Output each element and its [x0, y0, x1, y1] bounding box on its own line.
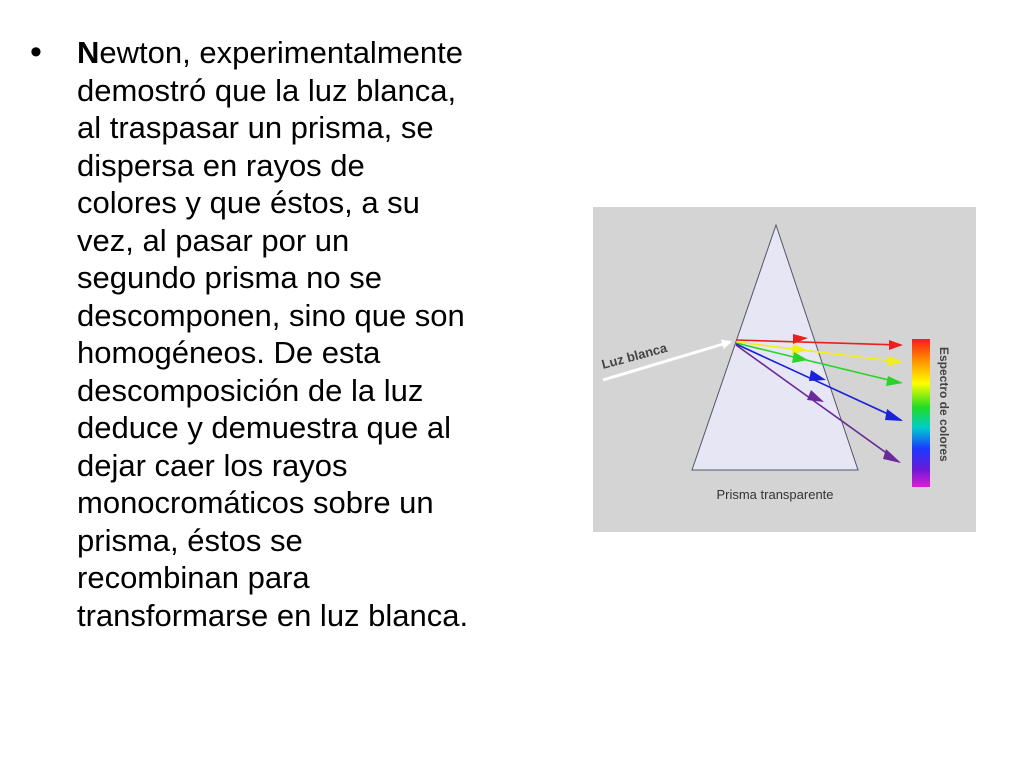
spectrum-label: Espectro de colores [937, 347, 951, 462]
text-line-16: transformarse en luz blanca. [77, 597, 469, 633]
incoming-light-label: Luz blanca [599, 340, 669, 372]
text-line-1 [77, 34, 597, 72]
text-line-15: recombinan para [77, 560, 310, 595]
text-line-1-rest: ewton, experimentalmente [99, 35, 463, 70]
prism-diagram [593, 207, 976, 532]
text-line-2: demostró que la luz blanca, [77, 72, 457, 108]
first-letter: N [77, 35, 100, 70]
text-line-9: homogéneos. De esta [77, 335, 381, 370]
prism-diagram-svg [593, 207, 976, 532]
text-line-13: monocromáticos sobre un [77, 485, 434, 520]
text-line-12: dejar caer los rayos [77, 447, 348, 483]
text-line-7: segundo prisma no se [77, 260, 383, 295]
paragraph [77, 34, 597, 634]
text-line-14: prisma, éstos se [77, 522, 303, 558]
text-line-8: descomponen, sino que son [77, 297, 465, 333]
text-line-3: al traspasar un prisma, se [77, 110, 434, 145]
prism-label: Prisma transparente [716, 487, 834, 502]
text-line-4: dispersa en rayos de [77, 147, 365, 183]
bullet-marker: • [30, 33, 42, 71]
spectrum-bar [912, 339, 930, 487]
text-line-10: descomposición de la luz [77, 372, 424, 408]
text-line-5: colores y que éstos, a su [77, 185, 420, 220]
text-line-11: deduce y demuestra que al [77, 410, 451, 445]
text-line-6: vez, al pasar por un [77, 222, 350, 258]
